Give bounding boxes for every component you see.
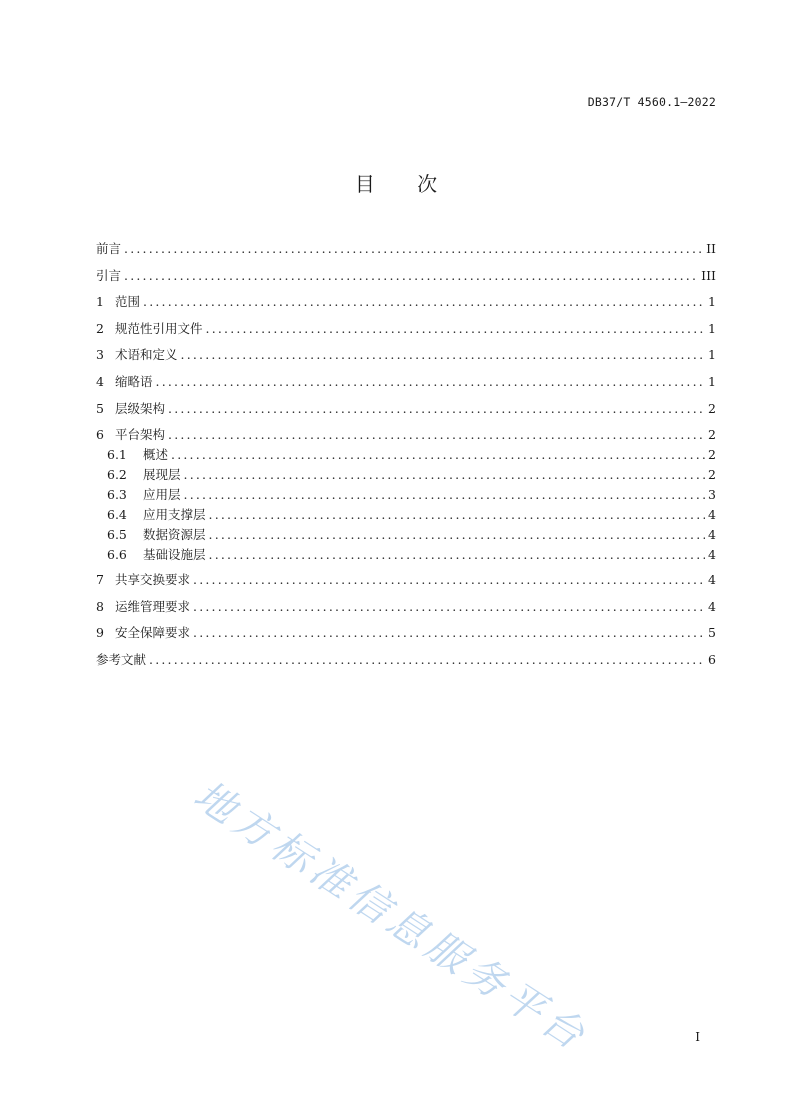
toc-entry-page: 6: [708, 651, 716, 667]
page-title: 目 次: [354, 172, 456, 196]
toc-entry-label: 术语和定义: [115, 347, 178, 363]
toc-dot-leader: [124, 238, 703, 260]
toc-entry[interactable]: [96, 238, 716, 265]
toc-entry-page: 4: [708, 572, 716, 588]
toc-entry[interactable]: [96, 596, 716, 623]
toc-entry-label: 缩略语: [115, 373, 153, 389]
toc-entry-page: II: [706, 241, 716, 256]
toc-entry-page: 4: [708, 527, 716, 543]
toc-dot-leader: [168, 398, 705, 420]
toc-entry-page: 5: [708, 625, 716, 641]
toc-dot-leader: [184, 465, 706, 485]
toc-entry-number: 9: [96, 625, 104, 641]
toc-entry-label: 展现层: [143, 467, 181, 483]
toc-entry-page: 1: [708, 320, 716, 336]
toc-entry-page: 2: [708, 447, 716, 463]
toc-entry-page: 1: [708, 294, 716, 310]
toc-entry-label: 共享交换要求: [115, 572, 191, 588]
toc-entry[interactable]: [96, 371, 716, 398]
toc-entry-page: 4: [708, 507, 716, 523]
toc-entry[interactable]: [96, 424, 716, 445]
toc-entry-label: 应用支撑层: [143, 507, 206, 523]
toc-entry-label: 平台架构: [115, 427, 166, 443]
toc-dot-leader: [184, 485, 706, 505]
toc-entry-number: 6.6: [107, 547, 127, 563]
toc-entry-page: 2: [708, 400, 716, 416]
toc-entry-number: 6.5: [107, 527, 127, 543]
toc-entry[interactable]: [96, 344, 716, 371]
toc-entry-number: 6.3: [107, 487, 127, 503]
toc-subentry[interactable]: [96, 465, 716, 485]
toc-entry[interactable]: [96, 649, 716, 676]
toc-dot-leader: [209, 545, 706, 565]
toc-dot-leader: [124, 265, 698, 287]
toc-entry-label: 基础设施层: [143, 547, 206, 563]
toc-dot-leader: [143, 291, 705, 313]
toc-dot-leader: [156, 371, 706, 393]
toc-dot-leader: [171, 445, 705, 465]
toc-entry-page: III: [701, 267, 716, 283]
toc-dot-leader: [206, 318, 706, 340]
toc-entry[interactable]: [96, 398, 716, 425]
toc-entry-page: 4: [708, 598, 716, 614]
toc-entry[interactable]: [96, 318, 716, 345]
toc-dot-leader: [193, 569, 705, 591]
toc-entry[interactable]: [96, 622, 716, 649]
toc-dot-leader: [209, 505, 706, 525]
toc-subentry[interactable]: [96, 545, 716, 569]
toc-entry[interactable]: [96, 265, 716, 292]
toc-dot-leader: [168, 424, 705, 446]
toc-entry-number: 2: [96, 320, 104, 336]
toc-entry-number: 8: [96, 598, 104, 614]
watermark: 地方标准信息服务平台: [185, 772, 597, 1062]
toc-entry-number: 6.4: [107, 507, 127, 523]
toc-entry-label: 引言: [96, 267, 122, 283]
toc-entry-number: 4: [96, 373, 104, 389]
toc-entry-page: 2: [708, 467, 716, 483]
toc-subentry[interactable]: [96, 485, 716, 505]
toc-entry-label: 数据资源层: [143, 527, 206, 543]
toc-subentry[interactable]: [96, 525, 716, 545]
toc-entry-label: 运维管理要求: [115, 598, 191, 614]
toc-entry-label: 范围: [115, 294, 141, 310]
toc-entry-page: 1: [708, 347, 716, 363]
page-number: I: [695, 1030, 700, 1044]
toc-entry-label: 层级架构: [115, 400, 166, 416]
toc-entry[interactable]: [96, 291, 716, 318]
toc-entry[interactable]: [96, 569, 716, 596]
toc-entry-label: 参考文献: [96, 651, 147, 667]
toc-entry-label: 应用层: [143, 487, 181, 503]
toc-dot-leader: [209, 525, 706, 545]
toc-entry-number: 6.1: [107, 447, 127, 463]
toc-entry-label: 规范性引用文件: [115, 320, 203, 336]
toc-entry-label: 概述: [143, 447, 169, 463]
toc-entry-page: 2: [708, 427, 716, 443]
toc-entry-number: 6: [96, 427, 104, 443]
toc-entry-label: 前言: [96, 241, 122, 256]
toc-dot-leader: [193, 622, 705, 644]
toc-subentry[interactable]: [96, 505, 716, 525]
table-of-contents: [96, 238, 716, 676]
toc-entry-page: 1: [708, 373, 716, 389]
toc-subentry[interactable]: [96, 445, 716, 465]
toc-entry-number: 7: [96, 572, 104, 588]
toc-entry-page: 3: [708, 487, 716, 503]
toc-dot-leader: [181, 344, 706, 366]
toc-entry-label: 安全保障要求: [115, 625, 191, 641]
toc-entry-number: 1: [96, 294, 104, 310]
toc-entry-number: 5: [96, 400, 104, 416]
toc-entry-page: 4: [708, 547, 716, 563]
toc-dot-leader: [193, 596, 705, 618]
toc-entry-number: 6.2: [107, 467, 127, 483]
toc-entry-number: 3: [96, 347, 104, 363]
document-code: DB37/T 4560.1—2022: [587, 95, 716, 109]
toc-dot-leader: [149, 649, 705, 671]
